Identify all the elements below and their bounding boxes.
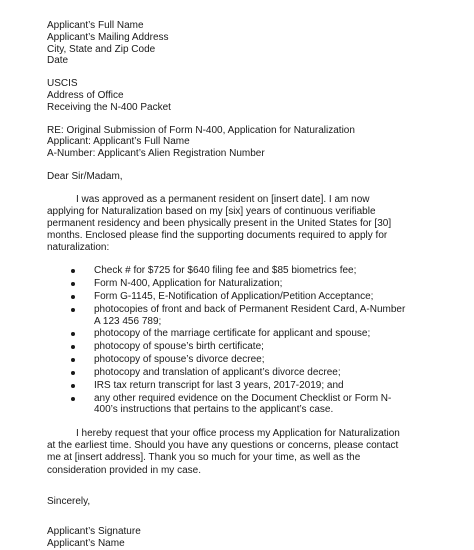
bullet-icon (71, 345, 75, 349)
subject-applicant: Applicant: Applicant’s Full Name (47, 136, 190, 148)
list-item: photocopy of the marriage certificate for applicant and spouse; (71, 328, 407, 340)
recipient-block (47, 78, 407, 113)
subject-re: RE: Original Submission of Form N-400, Application for Naturalization (47, 124, 355, 136)
subject-anumber: A-Number: Applicant’s Alien Registration Number (47, 148, 265, 160)
list-item: photocopy and translation of applicant’s divorce decree; (71, 367, 407, 379)
salutation: Dear Sir/Madam, (47, 170, 123, 182)
recipient-receiving: Receiving the N-400 Packet (47, 101, 171, 113)
bullet-icon (71, 269, 75, 273)
signature-line: Applicant’s Signature (47, 526, 141, 538)
list-item: any other required evidence on the Document Checklist or Form N-400’s instructions that pertains to the applicant’s case. (71, 393, 407, 417)
subject-block (47, 125, 407, 160)
enclosure-list (47, 265, 407, 416)
sender-city: City, State and Zip Code (47, 43, 156, 55)
letter (47, 20, 407, 550)
bullet-icon (71, 384, 75, 388)
bullet-icon (71, 308, 75, 312)
list-item: IRS tax return transcript for last 3 years, 2017-2019; and (71, 380, 407, 392)
bullet-icon (71, 358, 75, 362)
sender-name: Applicant’s Full Name (47, 20, 144, 31)
list-item: Form G-1145, E-Notification of Application/Petition Acceptance; (71, 291, 407, 303)
recipient-office: Address of Office (47, 89, 124, 101)
bullet-icon (71, 371, 75, 375)
bullet-icon (71, 282, 75, 286)
closing-paragraph: I hereby request that your office process my Application for Naturalization at the earliest time. Should you have any questions or concerns, please contact me at [insert address]. Thank you so much for your time, as well as the consideration provided in my case. (47, 428, 400, 476)
intro-paragraph: I was approved as a permanent resident on [insert date]. I am now applying for Naturalization based on my [six] years of continuous verifiable permanent residency and been physically present in the United States for [30] months. Enclosed please find the supporting documents required to apply for naturalization: (47, 193, 392, 254)
signature-block (47, 526, 407, 550)
signature-name: Applicant’s Name (47, 538, 125, 550)
list-item: Check # for $725 for $640 filing fee and $85 biometrics fee; (71, 265, 407, 277)
list-item: photocopies of front and back of Permanent Resident Card, A-Number A 123 456 789; (71, 304, 407, 328)
bullet-icon (71, 295, 75, 299)
list-item: photocopy of spouse’s birth certificate; (71, 341, 407, 353)
signoff: Sincerely, (47, 495, 91, 507)
sender-date: Date (47, 55, 69, 67)
sender-block (47, 20, 407, 67)
bullet-icon (71, 397, 75, 401)
sender-address: Applicant’s Mailing Address (47, 31, 169, 43)
bullet-icon (71, 332, 75, 336)
list-item: photocopy of spouse’s divorce decree; (71, 354, 407, 366)
recipient-agency: USCIS (47, 78, 78, 90)
list-item: Form N-400, Application for Naturalization; (71, 278, 407, 290)
